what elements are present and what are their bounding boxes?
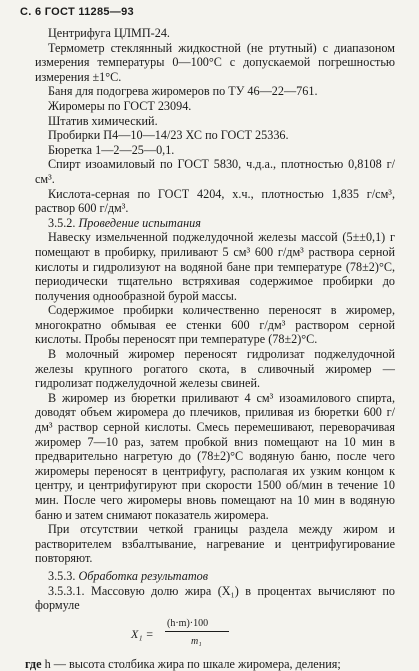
formula-lhs: X₁ = xyxy=(131,626,154,641)
formula-numerator: (h·m)·100 xyxy=(167,617,209,629)
paragraph: Навеску измельченной поджелудочной железы массой (5±±0,1) г помещают в пробирку, приливают 5 см³ 600 г/дм³ раствора серной кислоты и гидролизуют на водяной бане при температуре (78±2)°С, периодически тщательно встряхивая содержимое пробирки до получения однообразной бурой массы. xyxy=(35,230,395,303)
paragraph: Кислота-серная по ГОСТ 4204, х.ч., плотностью 1,835 г/см³, раствор 600 г/дм³. xyxy=(35,186,395,216)
section-title: Проведение испытания xyxy=(78,215,201,230)
paragraph: В жиромер из бюретки приливают 4 см³ изоамилового спирта, доводят объем жиромера до плечиков, приливая из бюретки 600 г/дм³ раствор серной кислоты. Смесь перемешивают, переворачивая жиромер 7—10 раз, затем пробкой вниз помещают на 10 мин в предварительно нагретую до (78±2)°С водяную баню, после чего жиромеры переносят в центрифугу, располагая их узким концом к центру, и центрифугируют при скорости 1500 об/мин в течение 10 мин. После чего жиромеры вновь помещают на 10 мин в водяную баню и затем снимают показатель жиромера. xyxy=(35,390,395,522)
paragraph: Баня для подогрева жиромеров по ТУ 46—22—761. xyxy=(48,84,318,99)
where-definition: h — высота столбика жира по шкале жиромера, деления; xyxy=(44,656,341,671)
where-clause xyxy=(25,657,395,671)
paragraph: Центрифуга ЦЛМП-24. xyxy=(48,26,170,40)
section-number: 3.5.2. xyxy=(48,215,76,230)
section-heading xyxy=(35,216,395,231)
paragraph: При отсутствии четкой границы раздела между жиром и растворителем взбалтывание, нагревание и центрифугирование повторяют. xyxy=(35,522,395,566)
paragraph: В молочный жиромер переносят гидролизат поджелудочной железы крупного рогатого скота, в сливочный жиромер — гидролизат поджелудочной железы свиней. xyxy=(35,347,395,391)
paragraph: Спирт изоамиловый по ГОСТ 5830, ч.д.а., плотностью 0,8108 г/см³. xyxy=(35,157,395,186)
paragraph: Бюретка 1—2—25—0,1. xyxy=(48,142,175,157)
paragraph: Жиромеры по ГОСТ 23094. xyxy=(48,98,192,113)
page-header: С. 6 ГОСТ 11285—93 xyxy=(20,6,134,18)
where-word: где xyxy=(25,656,42,671)
paragraph: 3.5.3.1. Массовую долю жира (X₁) в процентах вычисляют по формуле xyxy=(35,583,395,613)
formula xyxy=(35,615,395,657)
section-number: 3.5.3. xyxy=(48,568,76,583)
paragraph: Штатив химический. xyxy=(48,113,158,128)
section-title: Обработка результатов xyxy=(78,568,209,583)
paragraph: Содержимое пробирки количественно переносят в жиромер, многократно обмывая ее стенки 600 г/дм³ раствором серной кислоты. Пробы переносят при температуре (78±2)°С. xyxy=(35,303,395,347)
fraction-bar xyxy=(165,631,229,632)
document-body xyxy=(25,26,395,671)
section-heading xyxy=(35,569,395,584)
paragraph: Термометр стеклянный жидкостной (не ртутный) с диапазоном измерения температуры 0—100°С с допускаемой погрешностью измерения ±1°С. xyxy=(35,40,395,84)
formula-denominator: m₁ xyxy=(191,635,202,647)
paragraph: Пробирки П4—10—14/23 ХС по ГОСТ 25336. xyxy=(48,128,289,143)
